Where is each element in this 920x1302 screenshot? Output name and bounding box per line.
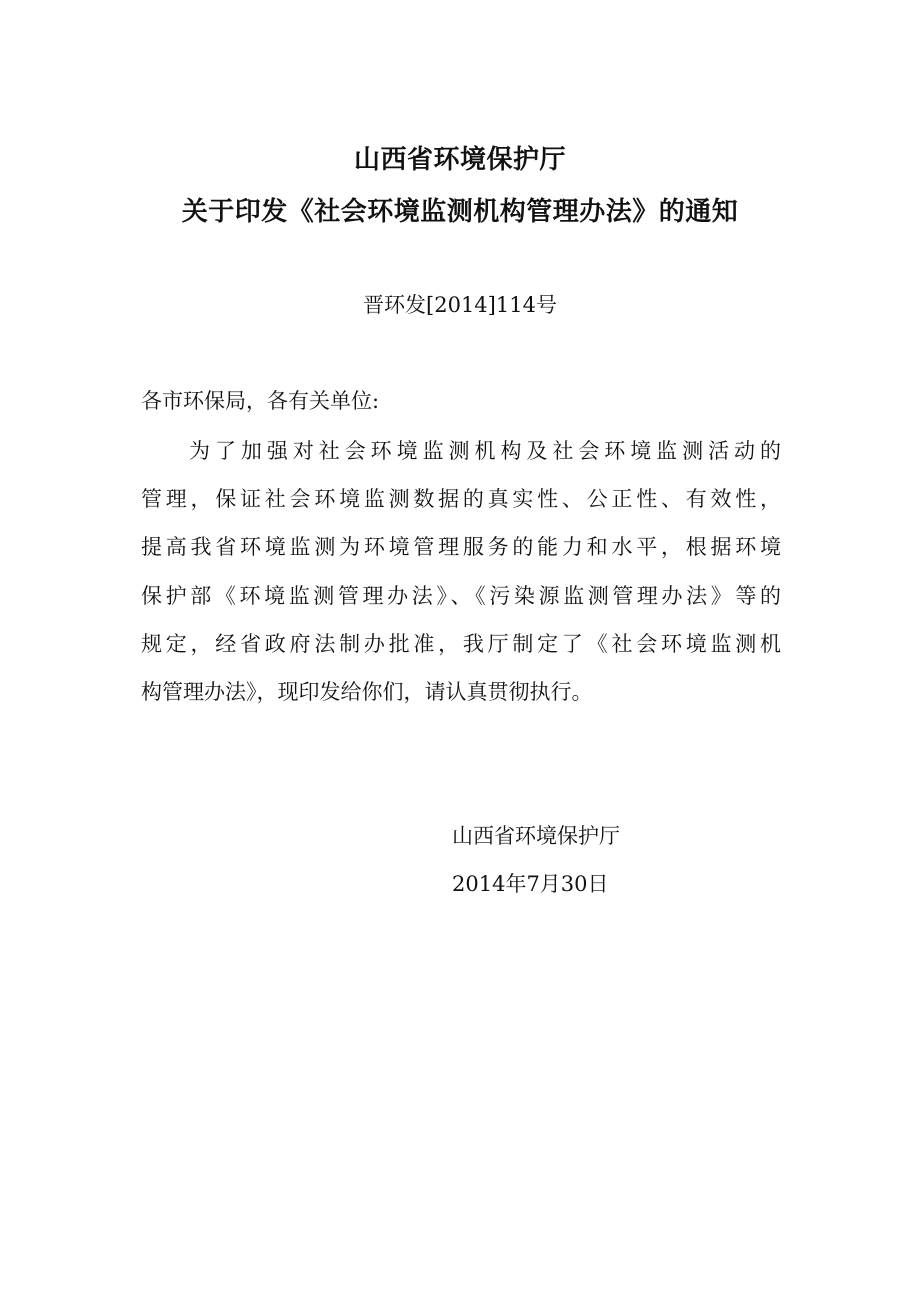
body-text-line: 为了加强对社会环境监测机构及社会环境监测活动的 <box>189 439 781 463</box>
body-text-line: 管理，保证社会环境监测数据的真实性、公正性、有效性， <box>141 487 781 511</box>
body-text-line: 保护部《环境监测管理办法》、《污染源监测管理办法》等的 <box>141 584 781 608</box>
document-title-line-2: 关于印发《社会环境监测机构管理办法》的通知 <box>181 197 739 227</box>
body-text-line: 规定，经省政府法制办批准，我厅制定了《社会环境监测机 <box>141 632 781 656</box>
document-number: 晋环发[2014]114号 <box>363 293 557 317</box>
body-text-line: 提高我省环境监测为环境管理服务的能力和水平，根据环境 <box>141 535 781 559</box>
signature-organization: 山西省环境保护厅 <box>452 824 620 848</box>
body-text-line: 构管理办法》，现印发给你们，请认真贯彻执行。 <box>141 680 593 704</box>
signature-date: 2014年7月30日 <box>452 872 609 896</box>
document-title-line-1: 山西省环境保护厅 <box>353 145 566 175</box>
salutation: 各市环保局，各有关单位: <box>141 389 380 413</box>
